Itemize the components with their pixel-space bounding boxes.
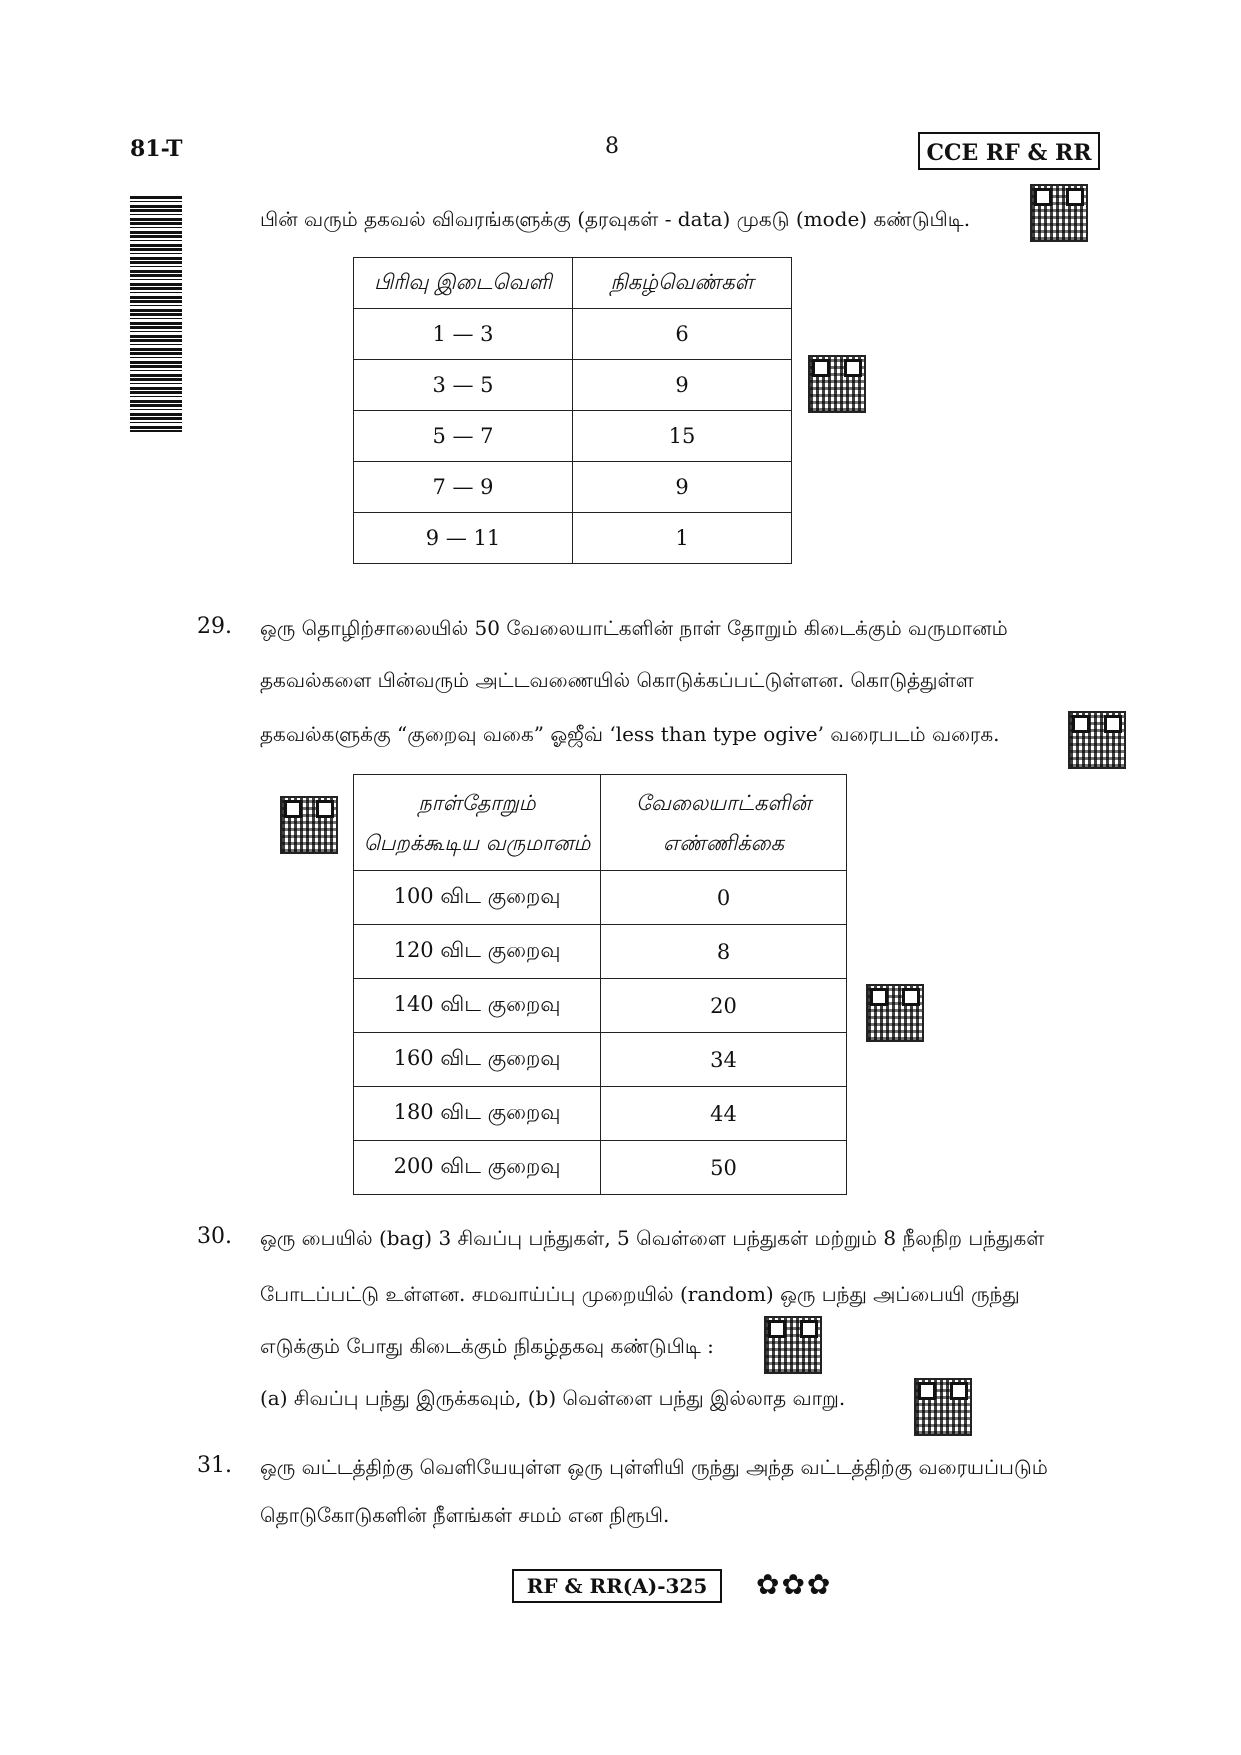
q29-line-3: தகவல்களுக்கு “குறைவு வகை” ஓஜீவ் ‘less than type ogive’ வரைபடம் வரைக. xyxy=(260,722,1000,746)
table-cell: 8 xyxy=(601,925,847,979)
q30-line-3: எடுக்கும் போது கிடைக்கும் நிகழ்தகவு கண்டுபிடி : xyxy=(260,1334,714,1358)
ogive-table xyxy=(353,774,847,1195)
question-number: 31. xyxy=(197,1453,232,1478)
table-cell: 160 விட குறைவு xyxy=(354,1033,601,1087)
table-header: நிகழ்வெண்கள் xyxy=(573,258,792,309)
table-row xyxy=(354,1087,847,1141)
qr-code-icon xyxy=(914,1378,972,1436)
table-row xyxy=(354,462,792,513)
barcode-icon xyxy=(130,196,182,432)
table-header: பிரிவு இடைவெளி xyxy=(354,258,573,309)
page-number: 8 xyxy=(605,134,619,159)
table-cell: 34 xyxy=(601,1033,847,1087)
header-line: வேலையாட்களின் xyxy=(635,790,811,815)
table-cell: 7 — 9 xyxy=(354,462,573,513)
table-cell: 44 xyxy=(601,1087,847,1141)
header-line: எண்ணிக்கை xyxy=(662,830,785,855)
table-cell: 120 விட குறைவு xyxy=(354,925,601,979)
table-cell: 140 விட குறைவு xyxy=(354,979,601,1033)
table-cell: 9 xyxy=(573,360,792,411)
q31-line-1: ஒரு வட்டத்திற்கு வெளியேயுள்ள ஒரு புள்ளியி ருந்து அந்த வட்டத்திற்கு வரையப்படும் xyxy=(260,1455,1048,1479)
q28-intro: பின் வரும் தகவல் விவரங்களுக்கு (தரவுகள் - data) முகடு (mode) கண்டுபிடி. xyxy=(260,207,971,231)
paper-code: 81-T xyxy=(130,136,183,162)
table-row xyxy=(354,1141,847,1195)
table-cell: 0 xyxy=(601,871,847,925)
footer-code: RF & RR(A)-325 xyxy=(512,1569,722,1603)
qr-code-icon xyxy=(866,984,924,1042)
table-header xyxy=(354,775,601,871)
table-cell: 9 — 11 xyxy=(354,513,573,564)
question-number: 30. xyxy=(197,1224,232,1249)
question-number: 29. xyxy=(197,614,232,639)
qr-code-icon xyxy=(1068,711,1126,769)
table-cell: 180 விட குறைவு xyxy=(354,1087,601,1141)
table-row xyxy=(354,360,792,411)
table-cell: 15 xyxy=(573,411,792,462)
table-row xyxy=(354,979,847,1033)
table-row xyxy=(354,309,792,360)
q29-line-2: தகவல்களை பின்வரும் அட்டவணையில் கொடுக்கப்பட்டுள்ளன. கொடுத்துள்ள xyxy=(260,668,974,692)
table-cell: 50 xyxy=(601,1141,847,1195)
q31-line-2: தொடுகோடுகளின் நீளங்கள் சமம் என நிரூபி. xyxy=(260,1503,670,1527)
qr-code-icon xyxy=(1030,184,1088,242)
table-cell: 1 xyxy=(573,513,792,564)
table-header xyxy=(601,775,847,871)
q29-line-1: ஒரு தொழிற்சாலையில் 50 வேலையாட்களின் நாள் தோறும் கிடைக்கும் வருமானம் xyxy=(260,616,1008,640)
table-row xyxy=(354,513,792,564)
q30-line-1: ஒரு பையில் (bag) 3 சிவப்பு பந்துகள், 5 வெள்ளை பந்துகள் மற்றும் 8 நீலநிற பந்துகள் xyxy=(260,1226,1045,1250)
table-cell: 1 — 3 xyxy=(354,309,573,360)
qr-code-icon xyxy=(280,796,338,854)
table-cell: 6 xyxy=(573,309,792,360)
qr-code-icon xyxy=(808,355,866,413)
header-line: நாள்தோறும் xyxy=(418,790,536,815)
series-label: CCE RF & RR xyxy=(918,132,1100,170)
table-cell: 20 xyxy=(601,979,847,1033)
qr-code-icon xyxy=(764,1316,822,1374)
table-cell: 200 விட குறைவு xyxy=(354,1141,601,1195)
q30-line-2: போடப்பட்டு உள்ளன. சமவாய்ப்பு முறையில் (random) ஒரு பந்து அப்பையி ருந்து xyxy=(260,1282,1020,1306)
table-row xyxy=(354,925,847,979)
table-row xyxy=(354,411,792,462)
table-cell: 3 — 5 xyxy=(354,360,573,411)
mode-table xyxy=(353,257,792,564)
header-line: பெறக்கூடிய வருமானம் xyxy=(363,830,591,855)
table-cell: 100 விட குறைவு xyxy=(354,871,601,925)
q30-line-4: (a) சிவப்பு பந்து இருக்கவும், (b) வெள்ளை பந்து இல்லாத வாறு. xyxy=(260,1386,846,1410)
table-row xyxy=(354,871,847,925)
table-cell: 5 — 7 xyxy=(354,411,573,462)
table-row xyxy=(354,1033,847,1087)
flower-ornament-icon: ✿✿✿ xyxy=(756,1568,833,1601)
table-cell: 9 xyxy=(573,462,792,513)
